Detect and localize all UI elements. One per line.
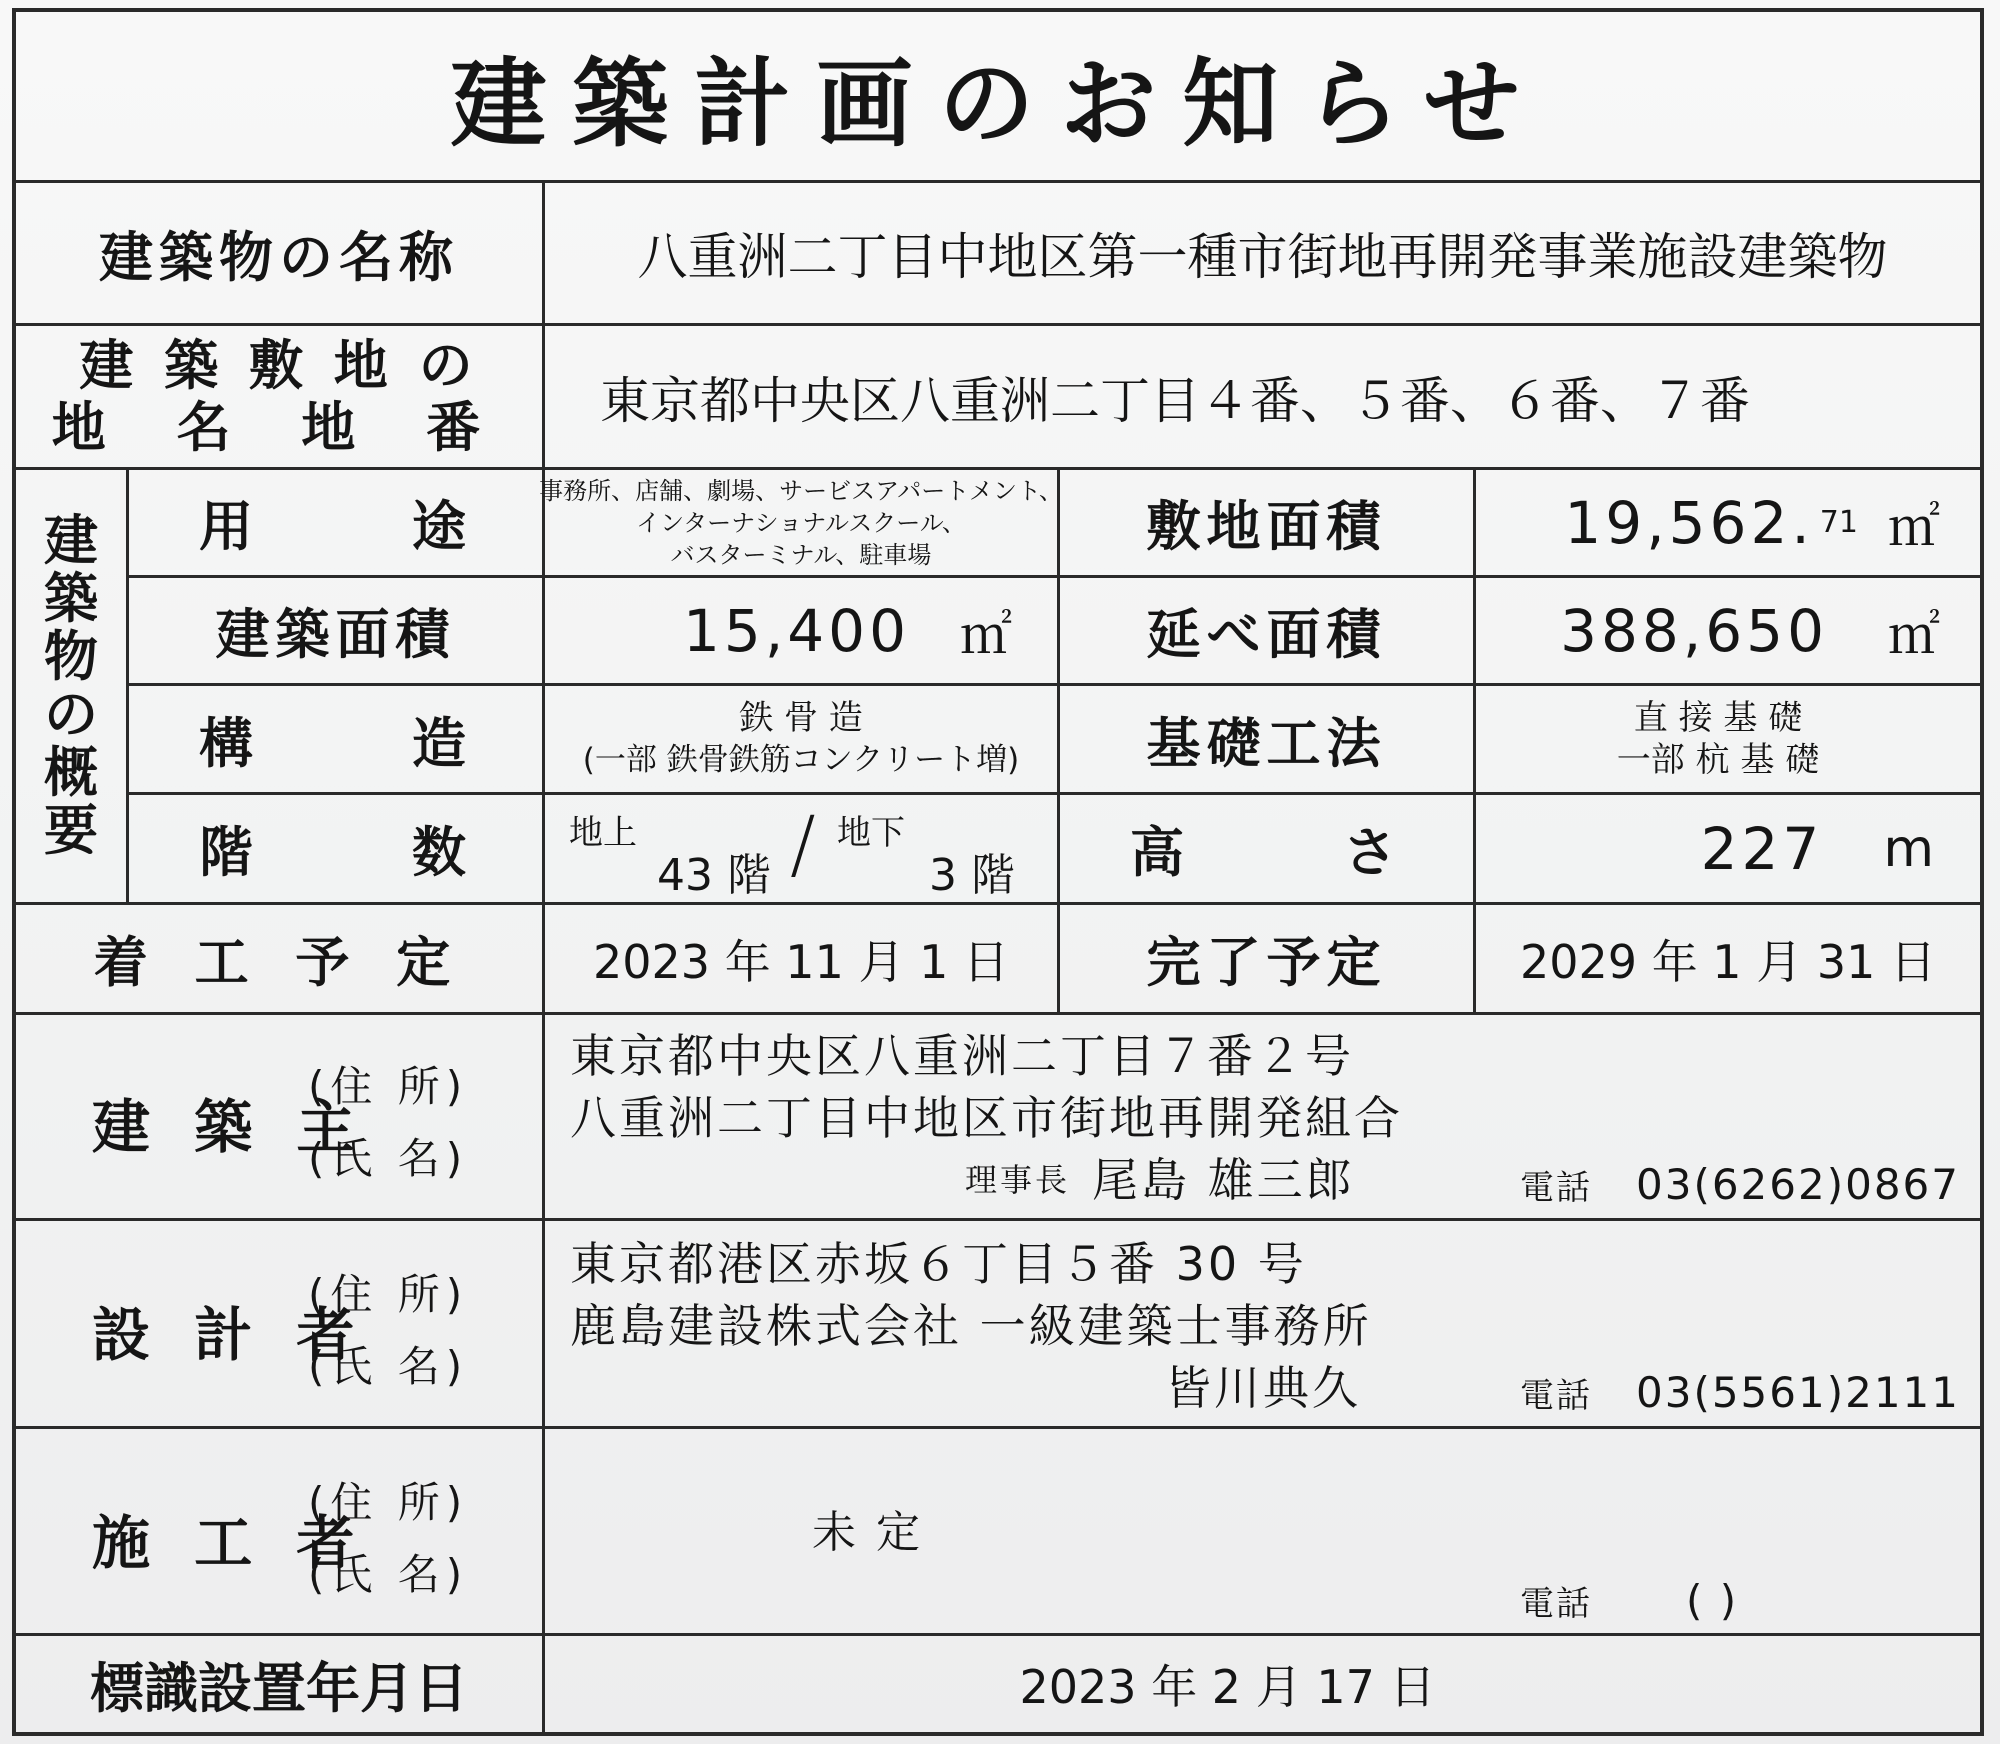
divider: [12, 1426, 1984, 1429]
divider: [12, 1218, 1984, 1221]
designer-phone: [1520, 1368, 1960, 1417]
site-area-value: [1476, 470, 1980, 575]
posted-date-value: 2023 年 2 月 17 日: [1019, 1660, 1436, 1714]
building-area-value: [545, 578, 1057, 683]
building-name-value: 八重洲二丁目中地区第一種市街地再開発事業施設建築物: [637, 228, 1888, 286]
site-area-number: 19,562.: [1564, 488, 1814, 557]
use-line: 事務所、店舗、劇場、サービスアパートメント、: [539, 476, 1063, 505]
structure-label: [129, 686, 542, 792]
building-name-label: 建築物の名称: [99, 225, 459, 289]
use-value: [539, 470, 1063, 575]
designer-organization: 鹿島建設株式会社 一級建築士事務所: [570, 1299, 1372, 1353]
contractor-value: 未 定: [812, 1507, 923, 1558]
designer-address-label: (住 所): [308, 1270, 469, 1319]
owner-label: 建 築 主: [92, 1093, 367, 1161]
overview-char: 建: [44, 509, 98, 572]
floors-label-a: 階: [199, 821, 259, 884]
designer-address: 東京都港区赤坂６丁目５番 30 号: [570, 1237, 1307, 1291]
slash-divider: /: [790, 799, 816, 888]
contractor-phone: [1520, 1576, 1738, 1625]
structure-line2: (一部 鉄骨鉄筋コンクリート増): [582, 742, 1020, 778]
floors-label: [129, 795, 542, 902]
height-label-a: 高: [1130, 821, 1190, 884]
floors-below-label: 地下: [837, 813, 905, 853]
floors-below-value: 3 階: [929, 850, 1015, 901]
structure-label-b: 造: [412, 711, 472, 775]
owner-organization: 八重洲二丁目中地区市街地再開発組合: [570, 1091, 1403, 1145]
floors-label-b: 数: [412, 821, 472, 884]
floor-area-number: 388,650: [1560, 596, 1828, 665]
floors-above-label: 地上: [569, 813, 637, 853]
owner-person: 尾島 雄三郎: [1092, 1153, 1355, 1207]
foundation-value: [1476, 686, 1980, 792]
finish-value: 2029 年 1 月 31 日: [1520, 934, 1936, 989]
overview-char: 築: [44, 567, 98, 630]
start-label: 着 工 予 定: [93, 931, 465, 994]
site-area-decimal: 71: [1819, 505, 1858, 540]
site-location-label: [16, 326, 542, 467]
building-area-label: 建築面積: [215, 603, 456, 666]
divider: [12, 1012, 1984, 1015]
site-area-label: 敷地面積: [1146, 495, 1387, 558]
floor-area-unit: ㎡: [1887, 606, 1940, 666]
overview-char: 要: [44, 799, 98, 862]
contractor-name-label: (氏 名): [308, 1550, 469, 1599]
owner-address: 東京都中央区八重洲二丁目７番２号: [570, 1029, 1354, 1083]
site-area-unit: ㎡: [1887, 498, 1940, 558]
site-label-line1: 建 築 敷 地 の: [79, 333, 479, 397]
floor-area-value: [1476, 578, 1980, 683]
floor-area-label: 延べ面積: [1146, 603, 1387, 666]
phone-number: 03(6262)0867: [1636, 1160, 1960, 1209]
phone-label: 電話: [1520, 1168, 1592, 1208]
structure-value: [545, 686, 1057, 792]
use-line: インターナショナルスクール、: [636, 508, 966, 537]
phone-number: ( ): [1686, 1576, 1739, 1625]
start-value: 2023 年 11 月 1 日: [593, 934, 1009, 989]
use-label: [129, 470, 542, 575]
floors-above-value: 43 階: [657, 850, 771, 901]
height-unit: m: [1883, 818, 1934, 879]
phone-number: 03(5561)2111: [1636, 1368, 1960, 1417]
structure-label-a: 構: [199, 711, 259, 775]
designer-label: 設 計 者: [92, 1301, 367, 1369]
height-label-b: さ: [1343, 821, 1403, 884]
site-location-value: 東京都中央区八重洲二丁目４番、５番、６番、７番: [600, 371, 1750, 430]
use-label-b: 途: [412, 495, 472, 558]
foundation-line1: 直 接 基 礎: [1633, 698, 1803, 738]
designer-name-label: (氏 名): [308, 1342, 469, 1391]
designer-person: 皆川典久: [1165, 1361, 1361, 1415]
floors-value: [545, 795, 1057, 902]
owner-phone: [1520, 1160, 1960, 1209]
owner-address-label: (住 所): [308, 1062, 469, 1111]
height-value: [1476, 795, 1980, 902]
building-area-number: 15,400: [683, 596, 910, 665]
overview-char: 物: [44, 625, 98, 688]
phone-label: 電話: [1520, 1584, 1592, 1624]
owner-name-label: (氏 名): [308, 1134, 469, 1183]
finish-label: 完了予定: [1146, 931, 1387, 994]
phone-label: 電話: [1520, 1376, 1592, 1416]
building-area-unit: ㎡: [959, 606, 1012, 666]
building-overview-label: [16, 470, 126, 902]
contractor-address-label: (住 所): [308, 1478, 469, 1527]
contractor-label: 施 工 者: [92, 1509, 367, 1577]
use-line: バスターミナル、駐車場: [670, 540, 932, 569]
owner-role: 理事長: [965, 1161, 1071, 1199]
overview-char: の: [44, 683, 98, 746]
height-number: 227: [1700, 814, 1824, 883]
foundation-line2: 一部 杭 基 礎: [1616, 740, 1820, 780]
page-title: 建築計画のお知らせ: [450, 47, 1546, 160]
site-label-line2: 地 名 地 番: [51, 395, 507, 459]
overview-char: 概: [44, 741, 98, 804]
foundation-label: 基礎工法: [1146, 711, 1387, 775]
use-label-a: 用: [199, 495, 259, 558]
height-label: [1060, 795, 1473, 902]
posted-date-label: 標識設置年月日: [90, 1656, 468, 1720]
structure-line1: 鉄 骨 造: [739, 698, 863, 738]
